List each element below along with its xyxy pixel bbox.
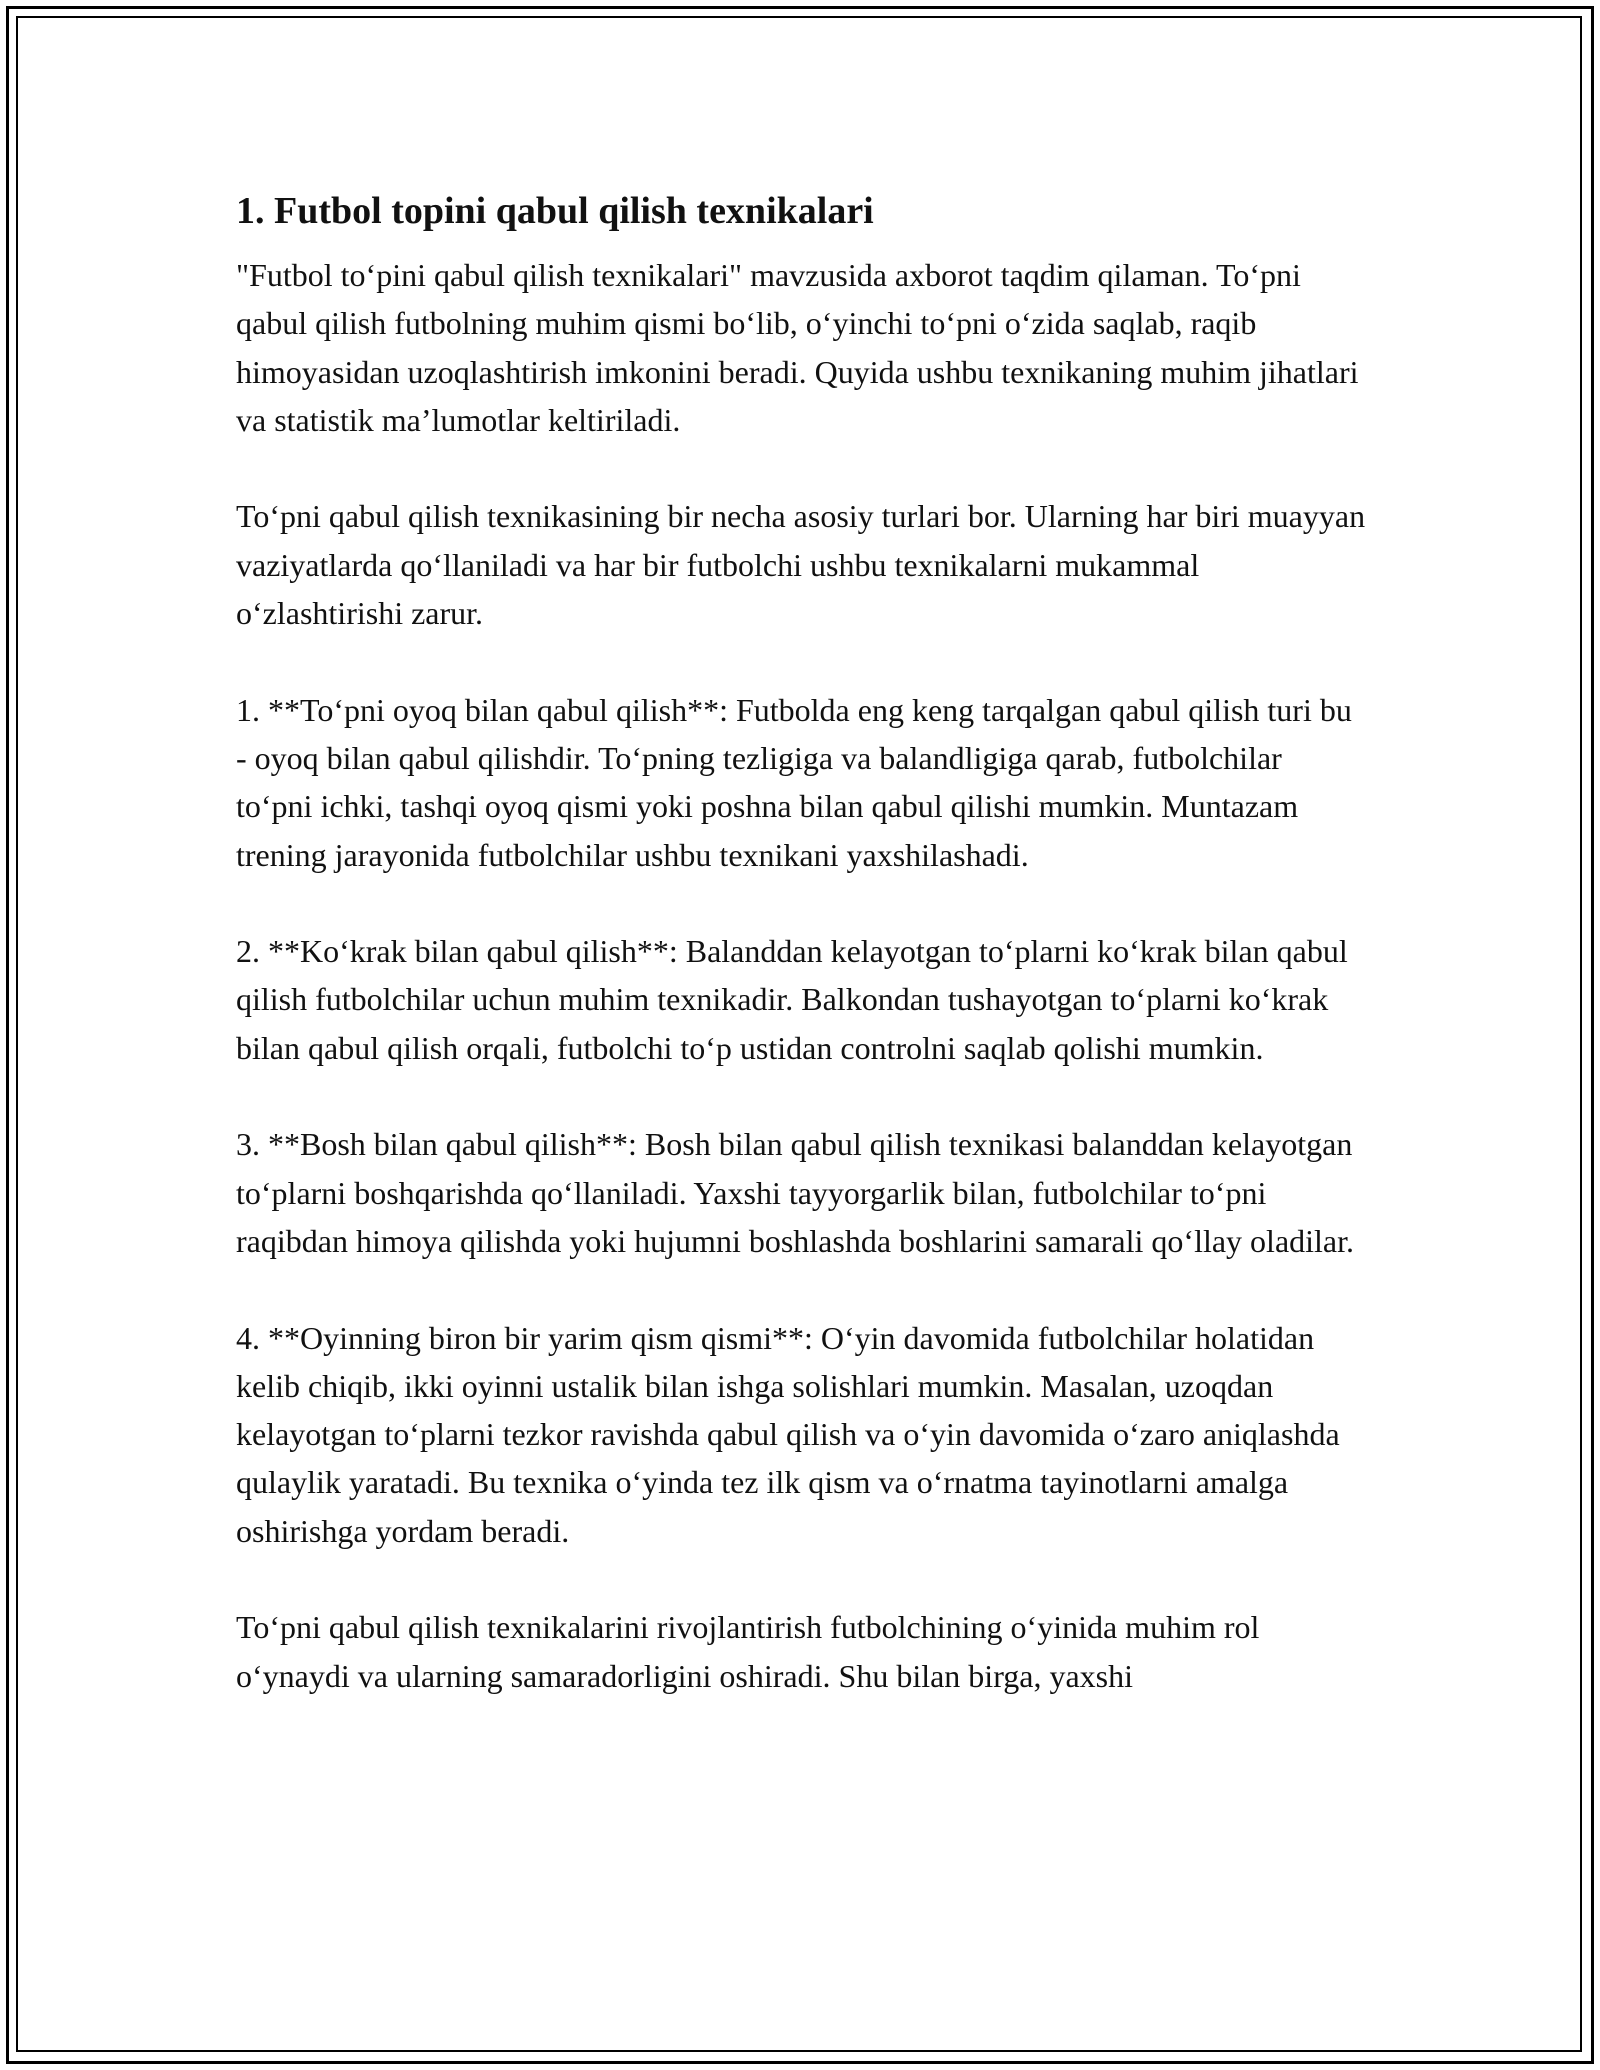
paragraph-chest-reception: 2. **Ko‘krak bilan qabul qilish**: Balanddan kelayotgan to‘plarni ko‘krak bilan qabul qilish futbolchilar uchun muhim texnikadir. Balkondan tushayotgan to‘plarni ko‘krak bilan qabul qilish orqali, futbolchi to‘p ustidan controlni saqlab qolishi mumkin.: [236, 933, 1348, 1066]
paragraph-half-game: 4. **Oyinning biron bir yarim qism qismi**: O‘yin davomida futbolchilar holatidan kelib chiqib, ikki oyinni ustalik bilan ishga solishlari mumkin. Masalan, uzoqdan kelayotgan to‘plarni tezkor ravishda qabul qilish va o‘yin davomida o‘zaro aniqlashda qulaylik yaratadi. Bu texnika o‘yinda tez ilk qism va o‘rnatma tayinotlarni amalga oshirishga yordam beradi.: [236, 1319, 1340, 1549]
document-title: 1. Futbol topini qabul qilish texnikalari: [236, 190, 874, 232]
paragraph-conclusion: To‘pni qabul qilish texnikalarini rivojlantirish futbolchining o‘yinida muhim rol o‘ynaydi va ularning samaradorligini oshiradi. Shu bilan birga, yaxshi: [236, 1609, 1260, 1694]
paragraph-intro: "Futbol to‘pini qabul qilish texnikalari" mavzusida axborot taqdim qilaman. To‘pni qabul qilish futbolning muhim qismi bo‘lib, o‘yinchi to‘pni o‘zida saqlab, raqib himoyasidan uzoqlashtirish imkonini beradi. Quyida ushbu texnikaning muhim jihatlari va statistik ma’lumotlar keltiriladi.: [236, 257, 1359, 438]
document-body: [236, 185, 1366, 1700]
paragraph-head-reception: 3. **Bosh bilan qabul qilish**: Bosh bilan qabul qilish texnikasi balanddan kelayotgan to‘plarni boshqarishda qo‘llaniladi. Yaxshi tayyorgarlik bilan, futbolchilar to‘pni raqibdan himoya qilishda yoki hujumni boshlashda boshlarini samarali qo‘llay oladilar.: [236, 1126, 1355, 1259]
paragraph-foot-reception: 1. **To‘pni oyoq bilan qabul qilish**: Futbolda eng keng tarqalgan qabul qilish turi bu - oyoq bilan qabul qilishdir. To‘pning tezligiga va balandligiga qarab, futbolchilar to‘pni ichki, tashqi oyoq qismi yoki poshna bilan qabul qilishi mumkin. Muntazam trening jarayonida futbolchilar ushbu texnikani yaxshilashadi.: [236, 691, 1352, 873]
paragraph-types-overview: To‘pni qabul qilish texnikasining bir necha asosiy turlari bor. Ularning har biri muayyan vaziyatlarda qo‘llaniladi va har bir futbolchi ushbu texnikalarni mukammal o‘zlashtirishi zarur.: [236, 498, 1366, 632]
